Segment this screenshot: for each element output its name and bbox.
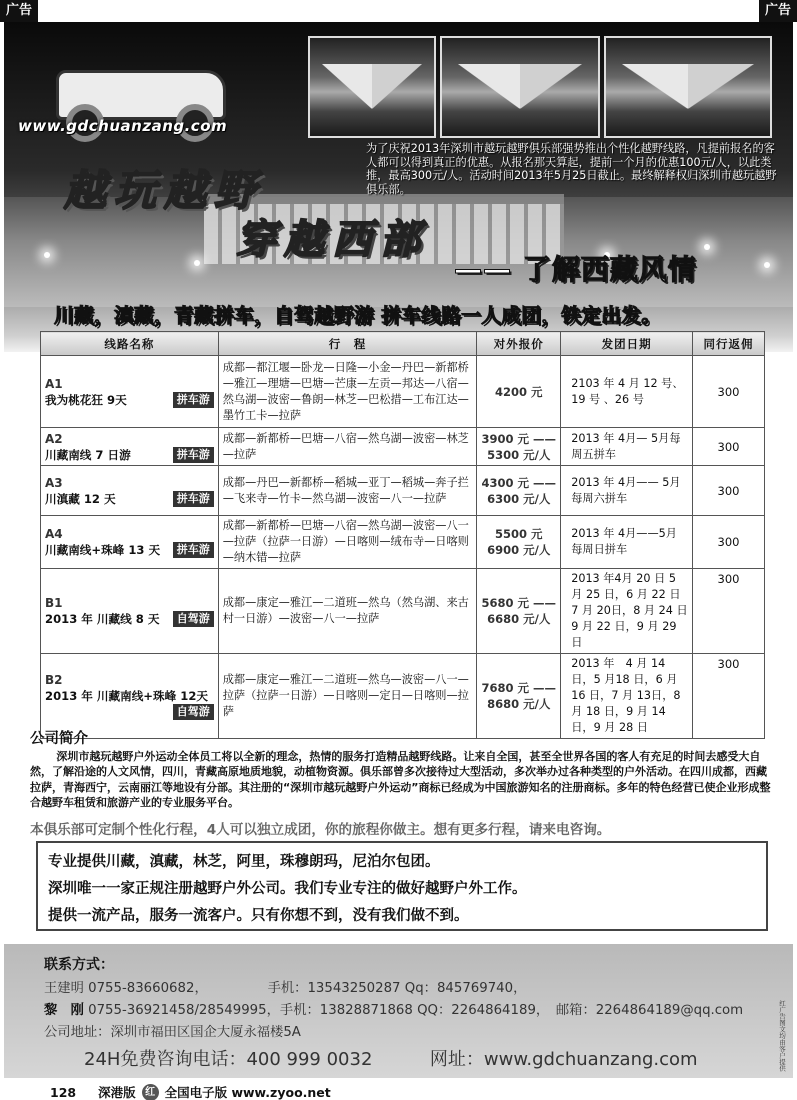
route-name-cell <box>41 356 219 428</box>
route-title: 2013 年 川藏线 8 天 <box>45 612 160 626</box>
route-tag: 拼车游 <box>173 392 214 408</box>
route-dates: 2013 年 4月—— 5月每周六拼车 <box>561 466 693 516</box>
route-title: 川藏南线+珠峰 13 天 <box>45 543 161 557</box>
route-code: A4 <box>45 527 63 541</box>
route-title: 川滇藏 12 天 <box>45 491 116 506</box>
custom-trip-note: 本俱乐部可定制个性化行程，4人可以独立成团，你的旅程你做主。想有更多行程，请来电咨询。 <box>30 822 611 838</box>
light-glow <box>764 262 770 268</box>
table-row <box>41 428 765 466</box>
ad-label-left: 广告 <box>0 0 38 22</box>
ad-label-right: 广告 <box>759 0 797 22</box>
highlights-box <box>36 841 768 931</box>
hero-banner <box>4 22 793 352</box>
contact-line <box>44 978 793 1000</box>
table-row <box>41 466 765 516</box>
route-itinerary: 成都—新都桥—巴塘—八宿—然乌湖—波密—八一—拉萨（拉萨一日游）—日喀则—绒布寺—日喀则—纳木错—拉萨 <box>218 516 477 569</box>
table-row <box>41 516 765 569</box>
route-dates: 2013 年 4 月 14 日，5 月18 日，6 月 16 日，7 月 13日，8 月 18 日，9 月 14日，9 月 28 日 <box>561 654 693 739</box>
header-route-name: 线路名称 <box>41 332 219 356</box>
highlight-line: 专业提供川藏，滇藏，林芝，阿里，珠穆朗玛，尼泊尔包团。 <box>48 854 440 870</box>
route-code: B1 <box>45 596 63 610</box>
header-itinerary: 行 程 <box>218 332 477 356</box>
table-row <box>41 569 765 654</box>
route-tag: 自驾游 <box>173 611 214 627</box>
promo-text: 为了庆祝2013年深圳市越玩越野俱乐部强势推出个性化越野线路，凡提前报名的客人都可以得到真正的优惠。从报名那天算起，提前一个月的优惠100元/人，以此类推，最高300元/人。活动时间2013年5月25日截止。最终解释权归深圳市越玩越野俱乐部。 <box>366 142 777 196</box>
route-commission: 300 <box>693 516 765 569</box>
route-commission: 300 <box>693 466 765 516</box>
header-price: 对外报价 <box>477 332 561 356</box>
route-code: A3 <box>45 475 63 490</box>
table-row <box>41 654 765 739</box>
route-commission: 300 <box>693 356 765 428</box>
edition-label: 深港版 <box>98 1085 136 1100</box>
route-tag: 拼车游 <box>173 542 214 558</box>
header-commission: 同行返佣 <box>693 332 765 356</box>
hotline[interactable]: 24H免费咨询电话：400 999 0032 <box>84 1049 373 1070</box>
route-name-cell <box>41 516 219 569</box>
badge-icon: 红 <box>142 1084 159 1100</box>
route-itinerary: 成都—康定—雅江—二道班—然乌（然乌湖、来古村一日游）—波密—八一—拉萨 <box>218 569 477 654</box>
route-price: 5680 元 —— 6680 元/人 <box>477 569 561 654</box>
intro-body: 深圳市越玩越野户外运动全体员工将以全新的理念，热情的服务打造精品越野线路。让来自全国，甚至全世界各国的客人有充足的时间去感受大自然，了解沿途的人文风情，四川，青藏高原地质地貌，动植物资源。俱乐部曾多次接待过大型活动，多次举办过各种类型的户外活动。在四川成都，西藏拉萨，青海西宁，云南丽江等地设有分部。其注册的“深圳市越玩越野户外运动”商标已经成为中国旅游知名的注册商标。多年的特色经营已使企业形成整合越野车租赁和旅游产业的专业服务平台。 <box>30 750 771 809</box>
route-itinerary: 成都—新都桥—巴塘—八宿—然乌湖—波密—林芝—拉萨 <box>218 428 477 466</box>
route-commission: 300 <box>693 569 765 654</box>
light-glow <box>704 244 710 250</box>
contact-name: 黎 刚 <box>44 1003 84 1018</box>
title-sub: 穿越西部 <box>236 216 428 263</box>
contact-details[interactable]: 0755-36921458/28549995，手机：13828871868 QQ：2264864189， 邮箱：2264864189@qq.com <box>88 1003 744 1018</box>
title-tagline: —— 了解西藏风情 <box>454 253 697 286</box>
contact-line <box>44 1000 793 1022</box>
route-name-cell <box>41 428 219 466</box>
company-address: 公司地址：深圳市福田区国企大厦永福楼5A <box>44 1025 301 1040</box>
route-name-cell <box>41 569 219 654</box>
route-tag: 拼车游 <box>173 491 214 507</box>
route-name-cell <box>41 466 219 516</box>
hotline-row <box>44 1046 793 1074</box>
route-dates: 2013 年 4月— 5月每周五拼车 <box>561 428 693 466</box>
route-code: A1 <box>45 376 63 391</box>
route-code: B2 <box>45 673 63 687</box>
contact-details[interactable]: 0755-83660682， 手机：13543250287 Qq：845769740， <box>88 981 527 996</box>
route-price: 4300 元 —— 6300 元/人 <box>477 466 561 516</box>
highlight-line: 深圳唯一一家正规注册越野户外公司。我们专业专注的做好越野户外工作。 <box>48 881 527 897</box>
website-url[interactable]: www.gdchuanzang.com <box>18 117 228 135</box>
routes-table <box>40 331 765 739</box>
footer-text[interactable]: 全国电子版 www.zyoo.net <box>164 1085 331 1100</box>
route-dates: 2013 年4月 20 日 5 月 25 日，6 月 22 日 7 月 20日，8 月 24 日 9 月 22 日，9 月 29 日 <box>561 569 693 654</box>
contact-name: 王建明 <box>44 981 84 996</box>
route-title: 我为桃花狂 9天 <box>45 392 127 407</box>
page-footer <box>50 1083 331 1100</box>
route-itinerary: 成都—都江堰—卧龙—日隆—小金—丹巴—新都桥—雅江—理塘—巴塘—芒康—左贡—邦达—八宿—然乌湖—波密—鲁朗—林芝—巴松措—工布江达—墨竹工卡—拉萨 <box>218 356 477 428</box>
table-header-row <box>41 332 765 356</box>
side-disclaimer: 红广告图文均由客户提供 <box>778 1000 786 1072</box>
route-dates: 2013 年 4月——5月每周日拼车 <box>561 516 693 569</box>
route-itinerary: 成都—康定—雅江—二道班—然乌—波密—八一—拉萨（拉萨一日游）—日喀则—定日—日喀则—拉萨 <box>218 654 477 739</box>
contact-website[interactable]: 网址：www.gdchuanzang.com <box>429 1049 698 1070</box>
route-tag: 拼车游 <box>173 447 214 463</box>
table-row <box>41 356 765 428</box>
contact-heading: 联系方式： <box>44 957 114 973</box>
light-glow <box>194 260 200 266</box>
landscape-photo <box>440 36 600 138</box>
page-number: 128 <box>50 1084 77 1100</box>
route-price: 3900 元 —— 5300 元/人 <box>477 428 561 466</box>
title-main: 越玩越野 <box>64 166 265 215</box>
highlight-line: 提供一流产品，服务一流客户。只有你想不到，没有我们做不到。 <box>48 908 469 924</box>
route-name-cell <box>41 654 219 739</box>
route-itinerary: 成都—丹巴—新都桥—稻城—亚丁—稻城—奔子拦—飞来寺—竹卡—然乌湖—波密—八一—拉萨 <box>218 466 477 516</box>
header-dates: 发团日期 <box>561 332 693 356</box>
intro-title: 公司简介 <box>30 731 88 747</box>
route-commission: 300 <box>693 654 765 739</box>
landscape-photo <box>604 36 772 138</box>
slogan: 川藏，滇藏，青藏拼车，自驾越野游 拼车线路一人成团，铁定出发。 <box>54 304 662 327</box>
light-glow <box>44 252 50 258</box>
route-tag: 自驾游 <box>173 704 214 720</box>
route-commission: 300 <box>693 428 765 466</box>
landscape-photo <box>308 36 436 138</box>
route-title: 2013 年 川藏南线+珠峰 12天 <box>45 689 208 703</box>
route-title: 川藏南线 7 日游 <box>45 447 131 462</box>
route-dates: 2103 年 4 月 12 号、19 号 、26 号 <box>561 356 693 428</box>
jeep-logo-image <box>26 52 266 162</box>
route-price: 5500 元 6900 元/人 <box>477 516 561 569</box>
route-price: 4200 元 <box>477 356 561 428</box>
company-intro <box>30 727 775 810</box>
contact-section <box>4 944 793 1078</box>
route-price: 7680 元 —— 8680 元/人 <box>477 654 561 739</box>
route-code: A2 <box>45 431 63 446</box>
